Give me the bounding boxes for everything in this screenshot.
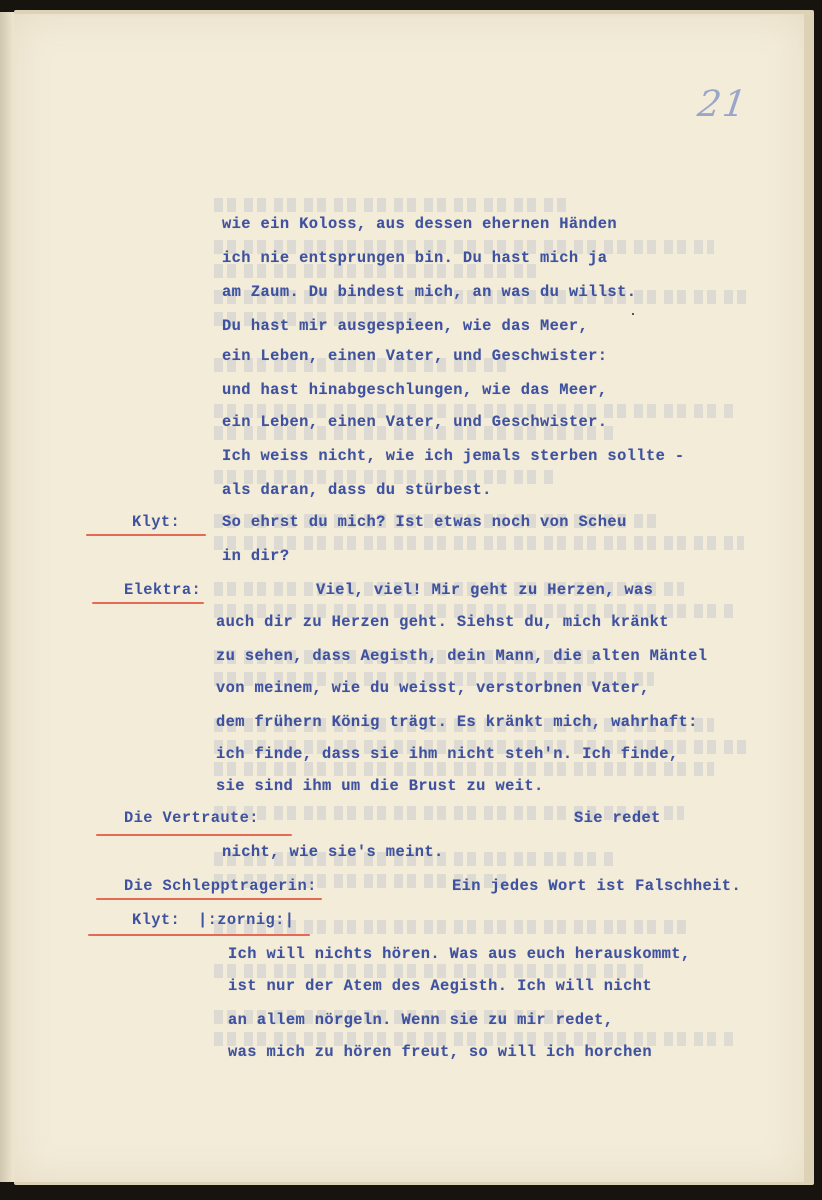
text-line: ich finde, dass sie ihm nicht steh'n. Ich finde, — [216, 745, 679, 763]
text-line: von meinem, wie du weisst, verstorbnen Vater, — [216, 679, 650, 697]
text-line: ich nie entsprungen bin. Du hast mich ja — [222, 249, 608, 267]
text-line: Ich will nichts hören. Was aus euch herauskommt, — [228, 945, 691, 963]
text-line: sie sind ihm um die Brust zu weit. — [216, 777, 544, 795]
previous-page-edge — [0, 12, 15, 1182]
page-number: 21 — [695, 84, 751, 125]
text-line: als daran, dass du stürbest. — [222, 481, 492, 499]
speaker-klyt: Klyt: — [132, 513, 181, 531]
text-line: Ich weiss nicht, wie ich jemals sterben sollte - — [222, 447, 685, 465]
text-line: an allem nörgeln. Wenn sie zu mir redet, — [228, 1011, 614, 1029]
speaker-underline — [92, 602, 204, 604]
text-line: in dir? — [222, 547, 290, 565]
speaker-die-schlepptragerin: Die Schlepptragerin: — [124, 877, 317, 895]
speaker-underline — [96, 898, 322, 900]
speaker-underline — [88, 934, 310, 936]
speaker-underline — [96, 834, 292, 836]
text-line: auch dir zu Herzen geht. Siehst du, mich kränkt — [216, 613, 669, 631]
text-line: am Zaum. Du bindest mich, an was du willst. — [222, 283, 637, 301]
text-line: und hast hinabgeschlungen, wie das Meer, — [222, 381, 608, 399]
text-line: zu sehen, dass Aegisth, dein Mann, die alten Mäntel — [216, 647, 708, 665]
text-line: dem frühern König trägt. Es kränkt mich, wahrhaft: — [216, 713, 698, 731]
text-line: ein Leben, einen Vater, und Geschwister. — [222, 413, 608, 431]
text-line: Viel, viel! Mir geht zu Herzen, was — [316, 581, 654, 599]
speaker-underline — [86, 534, 206, 536]
text-line: was mich zu hören freut, so will ich horchen — [228, 1043, 652, 1061]
speaker-die-vertraute: Die Vertraute: — [124, 809, 259, 827]
text-line: ein Leben, einen Vater, und Geschwister: — [222, 347, 608, 365]
stage-direction: |:zornig:| — [198, 911, 295, 929]
text-line: Du hast mir ausgespieen, wie das Meer, — [222, 317, 589, 335]
text-line: Sie redet — [574, 809, 661, 827]
text-line: nicht, wie sie's meint. — [222, 843, 444, 861]
typewriter-mark — [632, 313, 634, 315]
speaker-klyt: Klyt: — [132, 911, 181, 929]
text-line: So ehrst du mich? Ist etwas noch von Scheu — [222, 513, 627, 531]
text-line: ist nur der Atem des Aegisth. Ich will nicht — [228, 977, 652, 995]
text-line: wie ein Koloss, aus dessen ehernen Händen — [222, 215, 618, 233]
text-line: Ein jedes Wort ist Falschheit. — [452, 877, 742, 895]
speaker-elektra: Elektra: — [124, 581, 202, 599]
